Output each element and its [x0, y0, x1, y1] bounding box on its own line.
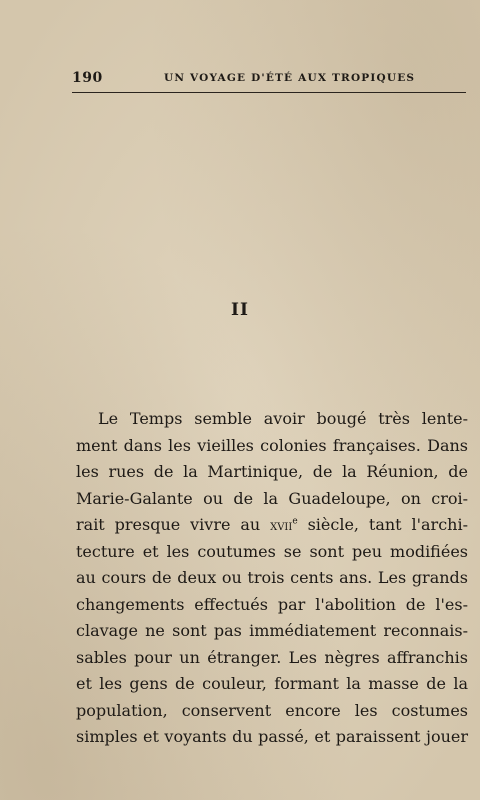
text-line: les rues de la Martinique, de la Réunion, de	[76, 462, 468, 481]
century-numeral: xvii	[270, 518, 293, 534]
chapter-heading: II	[231, 300, 249, 320]
page-number: 190	[72, 70, 103, 86]
text-line: au cours de deux ou trois cents ans. Les grands	[76, 568, 468, 587]
text-line	[76, 512, 468, 539]
century-superscript: e	[292, 516, 298, 527]
running-header	[72, 70, 466, 90]
body-paragraph	[76, 406, 468, 751]
text-line: simples et voyants du passé, et paraissent jouer	[76, 727, 468, 746]
text-line: sables pour un étranger. Les nègres affranchis	[76, 647, 468, 667]
text-line: Marie-Galante ou de la Guadeloupe, on croi-	[76, 488, 468, 508]
text-line: clavage ne sont pas immédiatement reconnais-	[76, 621, 468, 640]
text-line: tecture et les coutumes se sont peu modifiées	[76, 541, 468, 561]
text-line: Le Temps semble avoir bougé très lente-	[98, 409, 468, 428]
header-rule	[72, 92, 466, 93]
text-fragment: siècle, tant l'archi-	[297, 515, 468, 534]
text-line: population, conservent encore les costumes	[76, 700, 468, 720]
text-line: ment dans les vieilles colonies françaises. Dans	[76, 435, 468, 455]
text-fragment: rait presque vivre au	[76, 515, 271, 534]
text-line: changements effectués par l'abolition de l'es-	[76, 594, 468, 614]
text-line: et les gens de couleur, formant la masse de la	[76, 674, 468, 693]
running-title: UN VOYAGE D'ÉTÉ AUX TROPIQUES	[164, 72, 416, 84]
